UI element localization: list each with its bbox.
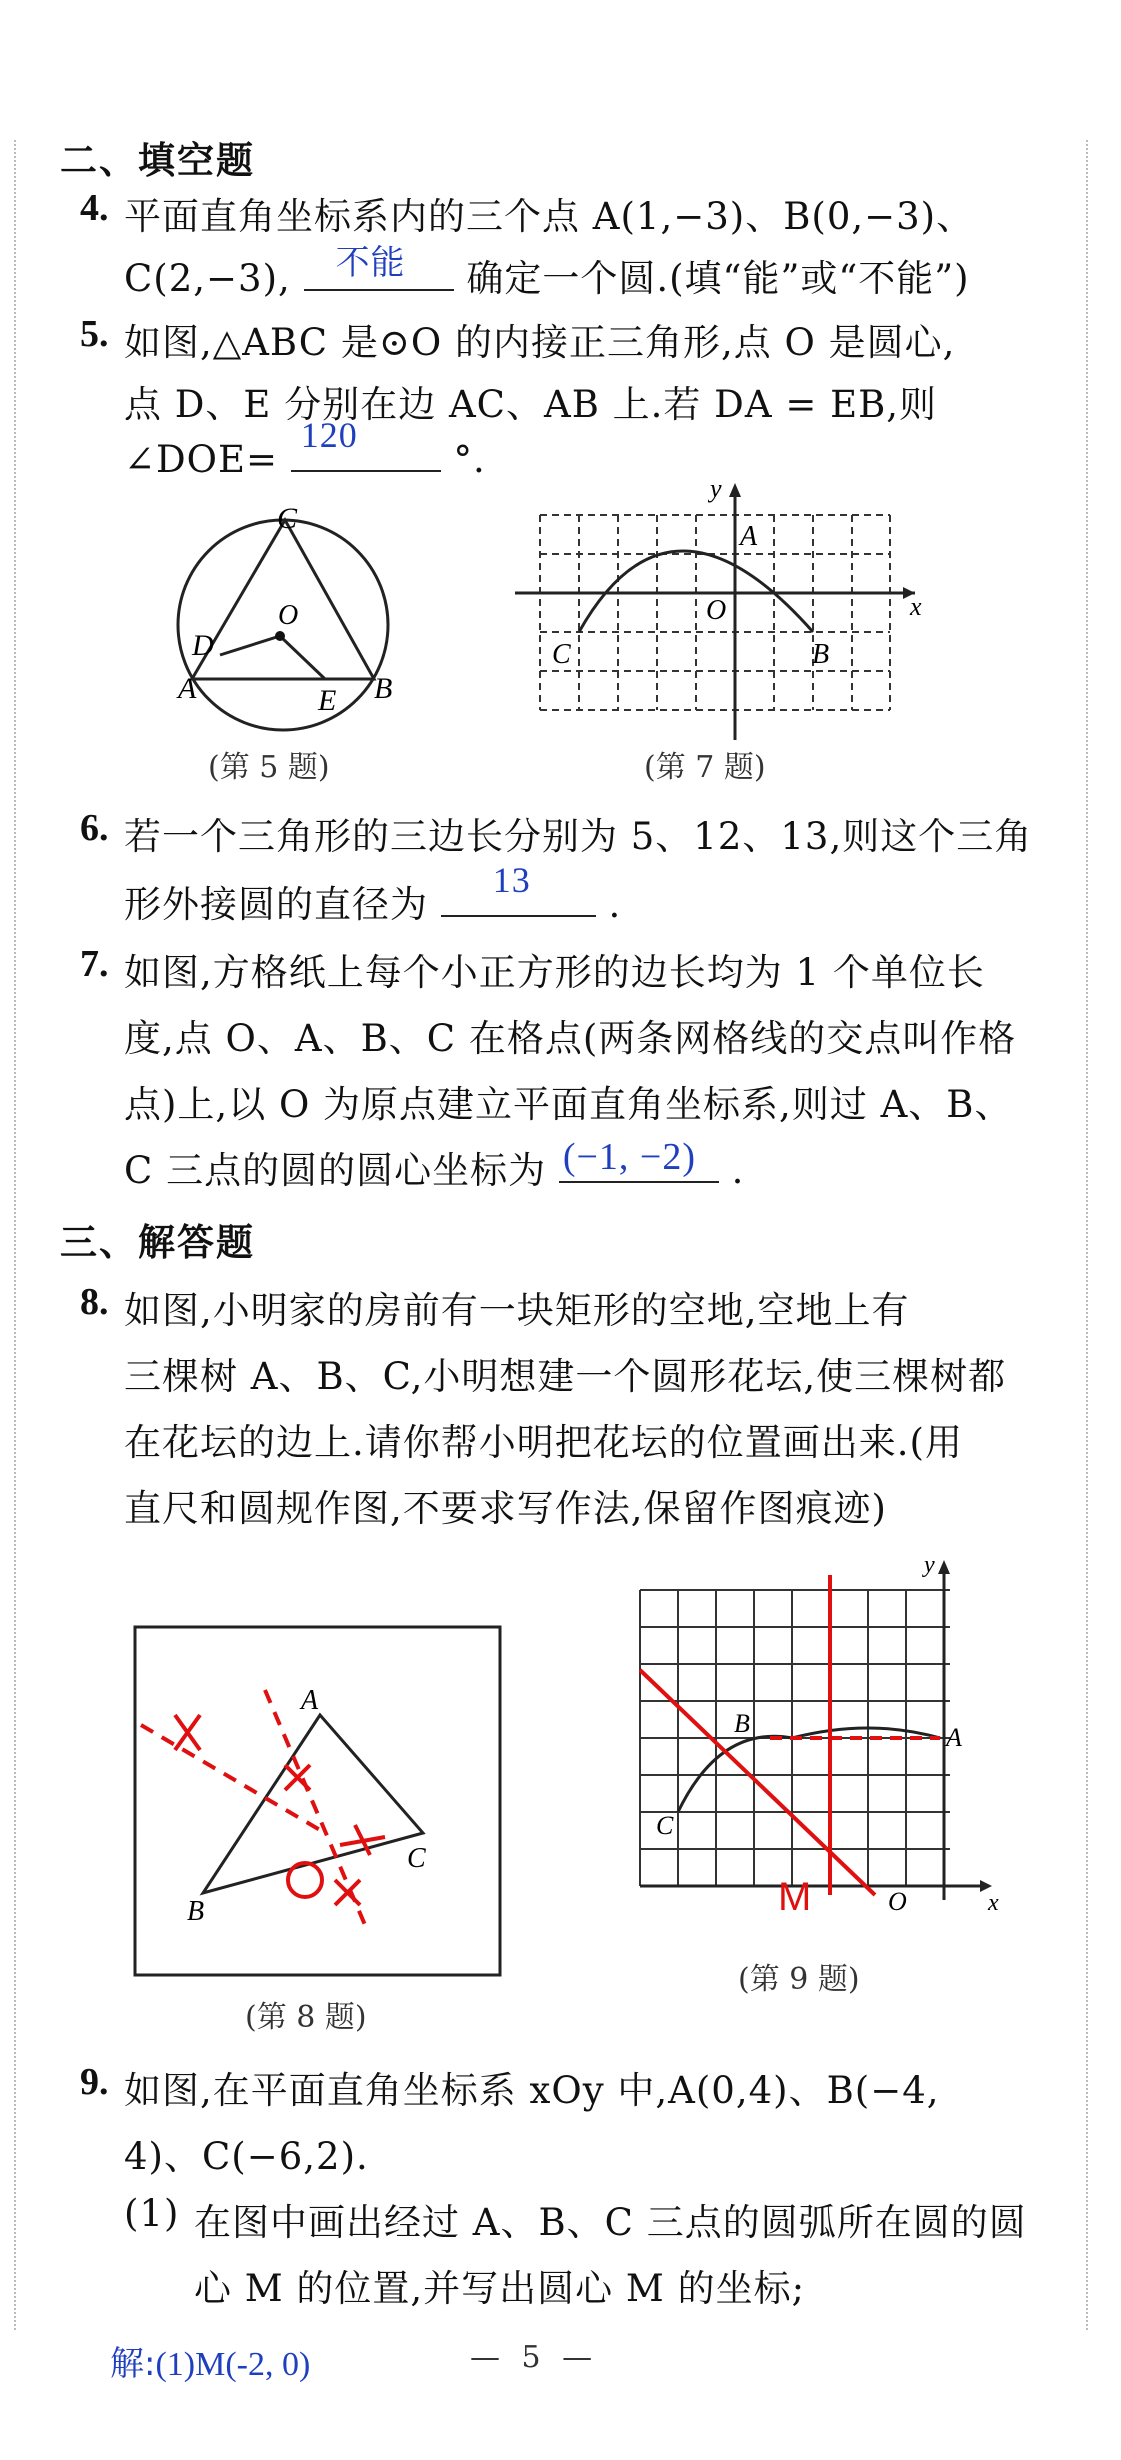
question-number: 8.	[80, 1281, 109, 1323]
question-text	[124, 245, 970, 302]
y-axis-arrow	[729, 483, 741, 497]
question-text: 平面直角坐标系内的三个点 A(1,−3)、B(0,−3)、	[124, 195, 975, 238]
question-number: 5.	[80, 313, 109, 355]
question-text	[124, 1136, 745, 1194]
label-o: O	[278, 600, 299, 631]
text-segment: 确定一个圆.(填“能”或“不能”)	[466, 257, 970, 300]
figure-5-caption: (第 5 题)	[208, 750, 330, 785]
label-c: C	[407, 1843, 426, 1874]
label-o: O	[888, 1887, 907, 1916]
question-number: 9.	[80, 2061, 109, 2103]
question-number: 7.	[80, 943, 109, 985]
label-c: C	[552, 639, 571, 670]
segment-od	[220, 636, 280, 655]
question-text: 如图,在平面直角坐标系 xOy 中,A(0,4)、B(−4,	[124, 2069, 940, 2112]
figure-7-caption: (第 7 题)	[644, 750, 766, 785]
right-margin-rule	[1086, 140, 1088, 2330]
label-b: B	[187, 1896, 205, 1927]
text-segment: .	[731, 1149, 745, 1192]
question-text: 直尺和圆规作图,不要求写作法,保留作图痕迹)	[124, 1487, 887, 1530]
subquestion-text: 心 M 的位置,并写出圆心 M 的坐标;	[194, 2267, 806, 2310]
figure-8-caption: (第 8 题)	[245, 2000, 367, 2035]
question-text: 若一个三角形的三边长分别为 5、12、13,则这个三角	[124, 815, 1033, 858]
question-number: 4.	[80, 187, 109, 229]
section-title-answer: 三、解答题	[60, 1221, 255, 1264]
label-d: D	[192, 629, 214, 662]
label-o: O	[706, 595, 727, 626]
subquestion-number: (1)	[124, 2192, 180, 2235]
text-segment: 形外接圆的直径为	[124, 883, 428, 926]
handwritten-answer: 13	[492, 860, 531, 900]
construction-lines	[640, 1575, 940, 1895]
figure-9-caption: (第 9 题)	[738, 1962, 860, 1997]
label-b: B	[812, 639, 830, 670]
label-y: y	[924, 1552, 935, 1578]
figure-7-grid-arc	[510, 475, 930, 745]
question-text: 三棵树 A、B、C,小明想建一个圆形花坛,使三棵树都	[124, 1355, 1007, 1398]
handwritten-answer: 不能	[335, 245, 406, 282]
question-text: 点 D、E 分别在边 AC、AB 上.若 DA = EB,则	[124, 383, 938, 426]
handwritten-solution	[110, 2336, 310, 2385]
label-e: E	[318, 684, 337, 717]
solution-label: 解:	[110, 2344, 156, 2384]
label-b: B	[734, 1709, 750, 1738]
label-c: C	[277, 502, 298, 535]
answer-blank	[441, 860, 596, 917]
label-a: A	[178, 672, 197, 705]
text-segment: .	[608, 883, 622, 926]
label-b: B	[374, 672, 393, 705]
label-a: A	[946, 1723, 962, 1752]
label-a: A	[740, 521, 758, 552]
label-y: y	[710, 475, 722, 503]
section-title-fill-blank: 二、填空题	[60, 139, 255, 182]
question-text: 如图,方格纸上每个小正方形的边长均为 1 个单位长	[124, 951, 985, 994]
question-text: 度,点 O、A、B、C 在格点(两条网格线的交点叫作格	[124, 1017, 1017, 1060]
figure-9-grid-arc	[620, 1550, 1020, 1930]
y-axis-arrow	[938, 1560, 950, 1574]
center-point-o	[275, 631, 285, 641]
question-number: 6.	[80, 807, 109, 849]
question-text: 4)、C(−6,2).	[124, 2135, 369, 2178]
question-text: 如图,△ABC 是⊙O 的内接正三角形,点 O 是圆心,	[124, 321, 956, 364]
answer-blank	[304, 245, 454, 291]
page-number: — 5 —	[470, 2340, 599, 2375]
left-margin-rule	[14, 140, 16, 2330]
label-c: C	[656, 1811, 674, 1840]
label-a: A	[301, 1685, 319, 1716]
label-m: M	[778, 1875, 812, 1919]
text-segment: ∠DOE=	[124, 438, 279, 481]
compass-construction-marks	[141, 1690, 385, 1925]
text-segment: C(2,−3),	[124, 257, 291, 300]
subquestion-text: 在图中画出经过 A、B、C 三点的圆弧所在圆的圆	[194, 2201, 1027, 2244]
text-segment: °.	[453, 438, 486, 481]
handwritten-answer: (−1, −2)	[562, 1136, 697, 1178]
answer-blank	[559, 1136, 719, 1183]
text-segment: C 三点的圆的圆心坐标为	[124, 1149, 547, 1192]
label-x: x	[988, 1890, 999, 1916]
question-text	[124, 415, 486, 481]
solution-text: (1)M(-2, 0)	[155, 2346, 311, 2383]
arc-cba	[678, 1728, 940, 1812]
label-x: x	[910, 592, 922, 621]
answer-blank	[291, 415, 441, 472]
figure-8-rectangle-trees	[125, 1615, 515, 1985]
question-text: 点)上,以 O 为原点建立平面直角坐标系,则过 A、B、	[124, 1083, 1013, 1126]
question-text	[124, 860, 622, 928]
segment-oe	[280, 636, 325, 679]
question-text: 如图,小明家的房前有一块矩形的空地,空地上有	[124, 1289, 910, 1332]
figure-5-circle-triangle	[160, 498, 420, 738]
question-text: 在花坛的边上.请你帮小明把花坛的位置画出来.(用	[124, 1421, 963, 1464]
handwritten-answer: 120	[300, 415, 358, 455]
